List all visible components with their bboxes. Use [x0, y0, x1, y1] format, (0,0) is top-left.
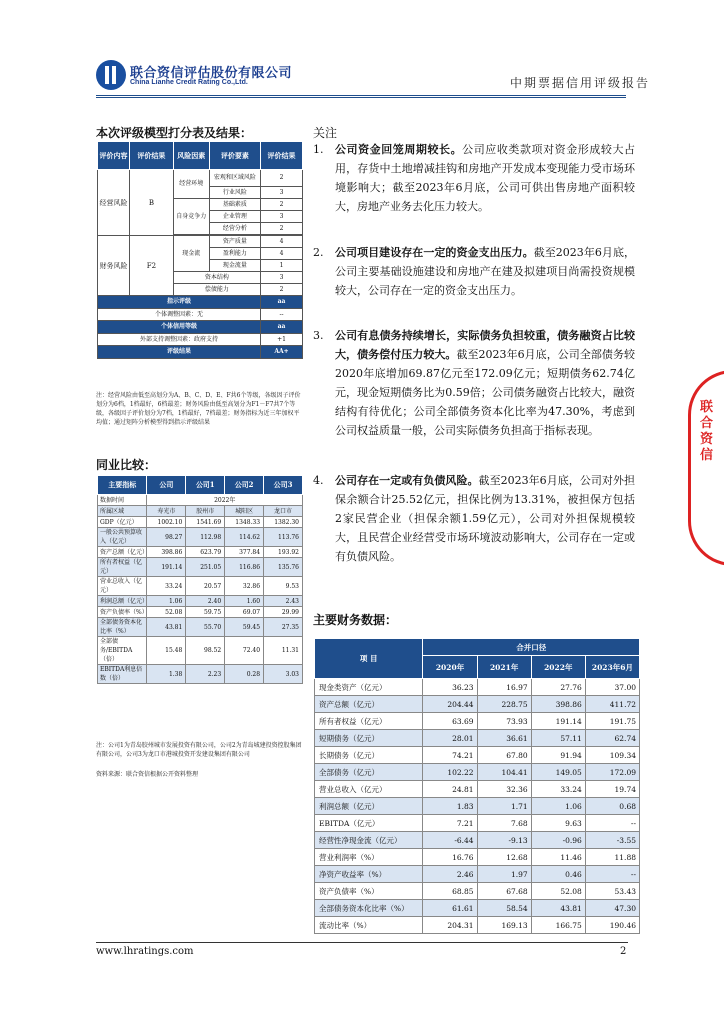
- report-type: 中期票据信用评级报告: [510, 76, 651, 90]
- cell-value: 28.01: [423, 730, 477, 747]
- pt-row-label: 数据时间: [98, 495, 147, 506]
- row-label: 短期债务（亿元）: [315, 730, 423, 747]
- cell-value: 204.31: [423, 917, 477, 934]
- ft-merge-label: 合并口径: [423, 639, 640, 656]
- ft-header: 2023年6月: [585, 656, 639, 679]
- row-label: 利润总额（亿元）: [315, 798, 423, 815]
- row-label: GDP（亿元）: [98, 517, 147, 528]
- peer-note: 注：公司1为青岛胶州城市发展投资有限公司，公司2为青岛城建投资控股集团有限公司，公司3为龙口市港城投资开发建设集团有限公司: [96, 742, 302, 758]
- table-row: [98, 637, 303, 665]
- rt-score: 4: [260, 236, 302, 248]
- pt-region: 龙口市: [264, 506, 303, 517]
- concern-heading: 公司有息债务持续增长，实际债务负担较重，债务融资占比较大，债务偿付压力较大。: [335, 329, 635, 361]
- footer-url: www.lhratings.com: [96, 946, 194, 957]
- table-row: [315, 713, 640, 730]
- cell-value: 11.31: [264, 637, 303, 665]
- cell-value: -6.44: [423, 832, 477, 849]
- indicative-label: 指示评级: [98, 296, 261, 309]
- row-label: 营业总收入（亿元）: [98, 577, 147, 596]
- row-label: 净资产收益率（%）: [315, 866, 423, 883]
- peer-table: [97, 475, 303, 684]
- row-label: EBITDA利息倍数（倍）: [98, 665, 147, 684]
- ft-header: 2022年: [531, 656, 585, 679]
- table-row: [315, 832, 640, 849]
- row-label: EBITDA（亿元）: [315, 815, 423, 832]
- cell-value: 114.62: [225, 528, 264, 547]
- cell-value: 32.86: [225, 577, 264, 596]
- cell-value: 98.52: [186, 637, 225, 665]
- external-value: +1: [260, 334, 302, 346]
- cell-value: 0.28: [225, 665, 264, 684]
- cell-value: 377.84: [225, 547, 264, 558]
- individual-label: 个体信用等级: [98, 321, 261, 334]
- indicative-value: aa: [260, 296, 302, 309]
- cell-value: --: [585, 866, 639, 883]
- table-row: [315, 781, 640, 798]
- cell-value: 149.05: [531, 764, 585, 781]
- cell-value: 9.63: [531, 815, 585, 832]
- cell-value: 191.14: [531, 713, 585, 730]
- cell-value: 1541.69: [186, 517, 225, 528]
- rt-factor: 现金流量: [209, 260, 260, 272]
- table-row: [315, 917, 640, 934]
- rating-model-note: 注：经营风险由低至高划分为A、B、C、D、E、F共6个等级，各级因子评价划分为6档，1档最好，6档最差；财务风险由低至高划分为F1－F7共7个等级，各级因子评价划分为7档，1档最好，7档最差；财务指标为近三年加权平均值；通过矩阵分析模型得到指示评级结果: [96, 392, 301, 426]
- cell-value: 9.53: [264, 577, 303, 596]
- rating-model-table: [97, 141, 303, 359]
- cell-value: 57.11: [531, 730, 585, 747]
- cell-value: 29.99: [264, 607, 303, 618]
- cell-value: 16.97: [477, 679, 531, 696]
- cell-value: 1.83: [423, 798, 477, 815]
- cell-value: 251.05: [186, 558, 225, 577]
- cell-value: -0.96: [531, 832, 585, 849]
- page-number: 2: [620, 946, 627, 957]
- financial-table: [314, 638, 640, 934]
- header-divider-2: [96, 97, 626, 98]
- cell-value: 398.86: [147, 547, 186, 558]
- pt-date: 2022年: [147, 495, 303, 506]
- cell-value: 228.75: [477, 696, 531, 713]
- cell-value: 58.54: [477, 900, 531, 917]
- cell-value: 62.74: [585, 730, 639, 747]
- table-row: [98, 618, 303, 637]
- external-label: 外部支持调整因素：政府支持: [98, 334, 261, 346]
- cell-value: 47.30: [585, 900, 639, 917]
- rt-factor: 盈利能力: [209, 248, 260, 260]
- cell-value: 15.48: [147, 637, 186, 665]
- table-row: [98, 547, 303, 558]
- biz-risk-label: 经营风险: [98, 170, 130, 236]
- cell-value: 73.93: [477, 713, 531, 730]
- company-name-cn: 联合资信评估股份有限公司: [130, 66, 293, 81]
- table-row: [98, 607, 303, 618]
- cell-value: 36.61: [477, 730, 531, 747]
- peer-title: 同业比较：: [96, 458, 157, 472]
- rt-score: 3: [260, 272, 302, 284]
- cell-value: 1.06: [531, 798, 585, 815]
- cell-value: 37.00: [585, 679, 639, 696]
- cell-value: 102.22: [423, 764, 477, 781]
- cell-value: 116.86: [225, 558, 264, 577]
- cell-value: 113.76: [264, 528, 303, 547]
- row-label: 经营性净现金流（亿元）: [315, 832, 423, 849]
- cell-value: 112.98: [186, 528, 225, 547]
- adj-factor-value: --: [260, 309, 302, 321]
- cell-value: 68.85: [423, 883, 477, 900]
- cell-value: 204.44: [423, 696, 477, 713]
- concern-heading: 公司存在一定或有负债风险。: [335, 474, 479, 487]
- cell-value: 3.03: [264, 665, 303, 684]
- cell-value: 104.41: [477, 764, 531, 781]
- ft-header: 2020年: [423, 656, 477, 679]
- rt-score: 2: [260, 284, 302, 296]
- pt-header: 主要指标: [98, 476, 147, 495]
- concern-heading: 公司项目建设存在一定的资金支出压力。: [335, 246, 534, 259]
- comp-label: 自身竞争力: [173, 199, 209, 235]
- concern-heading: 公司资金回笼周期较长。: [335, 143, 463, 156]
- concern-num: 1.: [313, 143, 324, 156]
- cell-value: 2.40: [186, 596, 225, 607]
- row-label: 全部债务资本化比率（%）: [98, 618, 147, 637]
- cell-value: 1.97: [477, 866, 531, 883]
- cell-value: 1.38: [147, 665, 186, 684]
- cell-value: 1.06: [147, 596, 186, 607]
- table-row: [315, 815, 640, 832]
- row-label: 全部债务（亿元）: [315, 764, 423, 781]
- cell-value: 7.21: [423, 815, 477, 832]
- pt-region: 胶州市: [186, 506, 225, 517]
- cell-value: 166.75: [531, 917, 585, 934]
- rt-score: 2: [260, 199, 302, 211]
- company-name-en: China Lianhe Credit Rating Co.,Ltd.: [130, 79, 248, 86]
- concern-num: 4.: [313, 474, 324, 487]
- table-row: [315, 866, 640, 883]
- biz-risk-result: B: [130, 170, 174, 236]
- row-label: 利润总额（亿元）: [98, 596, 147, 607]
- peer-source: 资料来源：联合资信根据公开资料整理: [96, 771, 199, 778]
- rt-header: 风险因素: [173, 142, 209, 170]
- cell-value: 1002.10: [147, 517, 186, 528]
- rt-score: 3: [260, 211, 302, 223]
- table-row: [98, 517, 303, 528]
- table-row: [315, 679, 640, 696]
- cell-value: 0.46: [531, 866, 585, 883]
- result-value: AA+: [260, 346, 302, 359]
- adj-factor: 个体调整因素：无: [98, 309, 261, 321]
- row-label: 一般公共预算收入（亿元）: [98, 528, 147, 547]
- cell-value: 1.71: [477, 798, 531, 815]
- cash-label: 现金流: [173, 236, 209, 272]
- row-label: 流动比率（%）: [315, 917, 423, 934]
- concern-item: [313, 243, 635, 300]
- cell-value: 91.94: [531, 747, 585, 764]
- rt-header: 评价要素: [209, 142, 260, 170]
- pt-region: 城阳区: [225, 506, 264, 517]
- cell-value: 27.76: [531, 679, 585, 696]
- cell-value: 33.24: [147, 577, 186, 596]
- concern-item: [313, 140, 635, 216]
- footer-divider: [96, 942, 628, 943]
- cell-value: 2.43: [264, 596, 303, 607]
- rt-factor: 宏观和区域风险: [209, 170, 260, 187]
- rt-score: 4: [260, 248, 302, 260]
- cell-value: 55.70: [186, 618, 225, 637]
- rt-factor: 经营分析: [209, 223, 260, 235]
- row-label: 资产负债率（%）: [315, 883, 423, 900]
- cell-value: 61.61: [423, 900, 477, 917]
- cell-value: 1382.30: [264, 517, 303, 528]
- table-row: [98, 577, 303, 596]
- cell-value: 7.68: [477, 815, 531, 832]
- table-row: [315, 849, 640, 866]
- cell-value: 72.40: [225, 637, 264, 665]
- cell-value: 2.46: [423, 866, 477, 883]
- pt-row-label: 所属区域: [98, 506, 147, 517]
- rt-score: 2: [260, 223, 302, 235]
- ft-header: 2021年: [477, 656, 531, 679]
- rt-score: 3: [260, 187, 302, 199]
- row-label: 所有者权益（亿元）: [98, 558, 147, 577]
- row-label: 现金类资产（亿元）: [315, 679, 423, 696]
- cell-value: 1.60: [225, 596, 264, 607]
- cell-value: 398.86: [531, 696, 585, 713]
- rt-score: 2: [260, 170, 302, 187]
- cell-value: 190.46: [585, 917, 639, 934]
- row-label: 资产总额（亿元）: [98, 547, 147, 558]
- concern-item: [313, 326, 635, 440]
- pt-header: 公司: [147, 476, 186, 495]
- env-label: 经营环境: [173, 170, 209, 199]
- cell-value: 67.80: [477, 747, 531, 764]
- company-logo-icon: [96, 60, 126, 90]
- concern-item: [313, 471, 635, 566]
- rt-factor: 行业风险: [209, 187, 260, 199]
- cell-value: 411.72: [585, 696, 639, 713]
- row-label: 长期债务（亿元）: [315, 747, 423, 764]
- cell-value: 11.46: [531, 849, 585, 866]
- cell-value: 52.08: [531, 883, 585, 900]
- table-row: [315, 747, 640, 764]
- financial-title: 主要财务数据：: [313, 613, 398, 627]
- pt-header: 公司2: [225, 476, 264, 495]
- concern-text: 截至2023年6月底，公司主要基础设施建设和房地产在建及拟建项目尚需投资规模较大，公司存在一定的资金支出压力。: [335, 246, 635, 297]
- cell-value: 43.81: [531, 900, 585, 917]
- cell-value: 59.75: [186, 607, 225, 618]
- table-row: [315, 696, 640, 713]
- cell-value: 12.68: [477, 849, 531, 866]
- rt-header: 评价结果: [130, 142, 174, 170]
- cell-value: --: [585, 815, 639, 832]
- table-row: [315, 764, 640, 781]
- cell-value: 52.08: [147, 607, 186, 618]
- cell-value: -3.55: [585, 832, 639, 849]
- rating-model-title: 本次评级模型打分表及结果：: [96, 126, 253, 140]
- table-row: [315, 900, 640, 917]
- cell-value: 191.14: [147, 558, 186, 577]
- concern-text: 截至2023年6月底，公司对外担保余额合计25.52亿元，担保比例为13.31%，被担保方包括2家民营企业（担保余额1.59亿元），公司对外担保规模较大，且民营企业经营受市场环境波动影响大，公司存在一定或有负债风险。: [335, 474, 636, 563]
- row-label: 营业总收入（亿元）: [315, 781, 423, 798]
- cell-value: 63.69: [423, 713, 477, 730]
- cell-value: 33.24: [531, 781, 585, 798]
- rt-score: 1: [260, 260, 302, 272]
- cell-value: 109.34: [585, 747, 639, 764]
- table-row: [98, 665, 303, 684]
- rt-header: 评价结果: [260, 142, 302, 170]
- individual-value: aa: [260, 321, 302, 334]
- fin-risk-result: F2: [130, 236, 174, 296]
- fin-risk-label: 财务风险: [98, 236, 130, 296]
- result-label: 评级结果: [98, 346, 261, 359]
- cell-value: 74.21: [423, 747, 477, 764]
- row-label: 所有者权益（亿元）: [315, 713, 423, 730]
- cell-value: 32.36: [477, 781, 531, 798]
- concern-text: 截至2023年6月底，公司全部债务较2020年底增加69.87亿元至172.09亿元；短期债务62.74亿元，现金短期债务比为0.59倍；公司债务融资占比较大，融资结构有待优化；公司全部债务资本化比率为47.30%，考虑到公司权益质量一般，公司实际债务负担高于指标表现。: [335, 348, 636, 437]
- table-row: [315, 883, 640, 900]
- cell-value: 19.74: [585, 781, 639, 798]
- header-divider: [96, 95, 626, 96]
- rt-factor: 资产质量: [209, 236, 260, 248]
- row-label: 全部债务/EBITDA（倍）: [98, 637, 147, 665]
- cell-value: 69.07: [225, 607, 264, 618]
- cell-value: 59.45: [225, 618, 264, 637]
- concern-text: 公司应收类款项对资金形成较大占用，存货中土地增减挂钩和房地产开发成本变现能力受市场环境影响大；截至2023年6月底，公司可供出售房地产面积较大，房地产业务去化压力较大。: [335, 143, 636, 213]
- rt-factor: 基础素质: [209, 199, 260, 211]
- rt-factor: 企业管理: [209, 211, 260, 223]
- concerns-title: 关注: [313, 126, 338, 140]
- row-label: 全部债务资本化比率（%）: [315, 900, 423, 917]
- row-label: 资产负债率（%）: [98, 607, 147, 618]
- table-row: [315, 730, 640, 747]
- cell-value: 135.76: [264, 558, 303, 577]
- cell-value: 169.13: [477, 917, 531, 934]
- cell-value: 193.92: [264, 547, 303, 558]
- cell-value: 24.81: [423, 781, 477, 798]
- cell-value: 98.27: [147, 528, 186, 547]
- rt-factor: 资本结构: [173, 272, 260, 284]
- cell-value: 1348.33: [225, 517, 264, 528]
- cell-value: 11.88: [585, 849, 639, 866]
- cell-value: 0.68: [585, 798, 639, 815]
- row-label: 资产总额（亿元）: [315, 696, 423, 713]
- rt-factor: 偿债能力: [173, 284, 260, 296]
- company-seal-text: 联合资信: [700, 400, 714, 463]
- cell-value: 43.81: [147, 618, 186, 637]
- table-row: [98, 528, 303, 547]
- ft-header: 项 目: [315, 639, 423, 679]
- table-row: [315, 798, 640, 815]
- cell-value: 172.09: [585, 764, 639, 781]
- pt-header: 公司1: [186, 476, 225, 495]
- cell-value: 53.43: [585, 883, 639, 900]
- cell-value: 623.79: [186, 547, 225, 558]
- row-label: 营业利润率（%）: [315, 849, 423, 866]
- rt-header: 评价内容: [98, 142, 130, 170]
- table-row: [98, 596, 303, 607]
- cell-value: 2.23: [186, 665, 225, 684]
- cell-value: 20.57: [186, 577, 225, 596]
- cell-value: 16.76: [423, 849, 477, 866]
- cell-value: 191.75: [585, 713, 639, 730]
- concern-num: 2.: [313, 246, 324, 259]
- cell-value: 67.68: [477, 883, 531, 900]
- pt-header: 公司3: [264, 476, 303, 495]
- cell-value: 36.23: [423, 679, 477, 696]
- table-row: [98, 558, 303, 577]
- cell-value: -9.13: [477, 832, 531, 849]
- cell-value: 27.35: [264, 618, 303, 637]
- concern-num: 3.: [313, 329, 324, 342]
- pt-region: 寿光市: [147, 506, 186, 517]
